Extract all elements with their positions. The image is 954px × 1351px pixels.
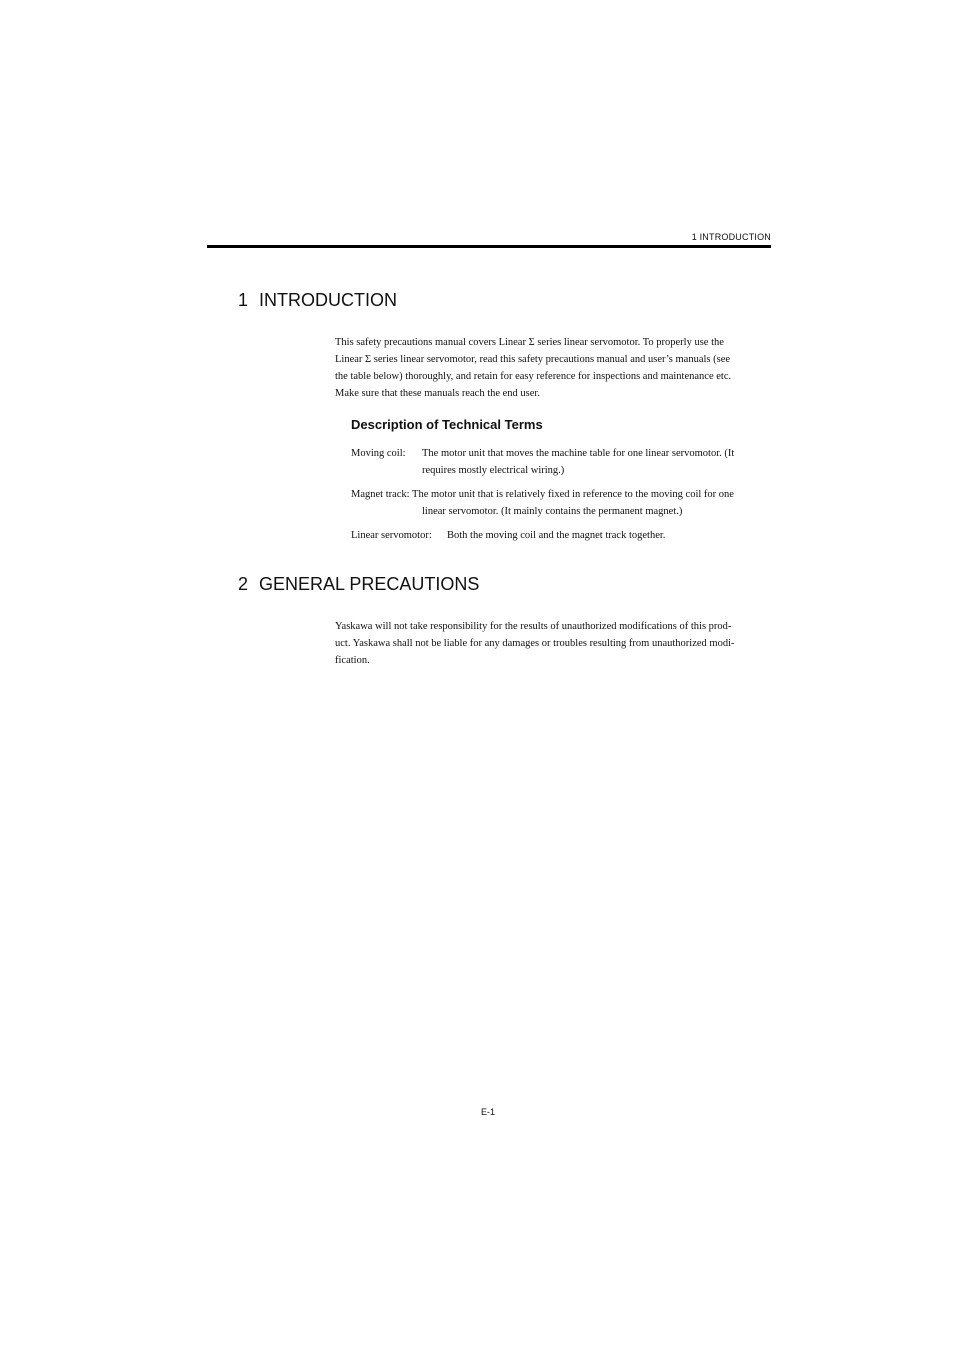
running-header: 1 INTRODUCTION [691,232,771,242]
terms-heading: Description of Technical Terms [351,417,543,432]
section-2-heading [238,574,479,595]
term-definition-continued: requires mostly electrical wiring.) [422,465,565,476]
intro-line: This safety precautions manual covers Linear Σ series linear servomotor. To properly use the [335,337,724,348]
section-1-title: INTRODUCTION [259,290,397,310]
section-1-number: 1 [238,290,249,310]
precautions-line: uct. Yaskawa shall not be liable for any damages or troubles resulting from unauthorized modi- [335,638,735,649]
section-2-number: 2 [238,574,249,594]
intro-paragraph [335,334,771,402]
precautions-paragraph [335,618,771,669]
term-definition-continued: linear servomotor. (It mainly contains the permanent magnet.) [422,506,683,517]
term-label: Moving coil: [351,448,406,459]
section-2-title: GENERAL PRECAUTIONS [259,574,480,594]
term-definition: The motor unit that is relatively fixed in reference to the moving coil for one [412,489,734,500]
term-definition: Both the moving coil and the magnet track together. [447,530,666,541]
intro-line: Make sure that these manuals reach the end user. [335,388,540,399]
term-definition: The motor unit that moves the machine table for one linear servomotor. (It [422,448,735,459]
precautions-line: fication. [335,655,370,666]
header-rule [207,245,771,248]
term-moving-coil [351,445,734,479]
precautions-line: Yaskawa will not take responsibility for the results of unauthorized modifications of this prod- [335,621,732,632]
term-label: Linear servomotor: [351,530,432,541]
page-number: E-1 [480,1107,495,1117]
intro-line: the table below) thoroughly, and retain for easy reference for inspections and maintenance etc. [335,371,732,382]
term-magnet-track [351,486,734,520]
term-linear-servomotor [351,527,665,544]
term-label: Magnet track: [351,489,410,500]
intro-line: Linear Σ series linear servomotor, read this safety precautions manual and user’s manuals (see [335,354,731,365]
section-1-heading [238,290,397,311]
